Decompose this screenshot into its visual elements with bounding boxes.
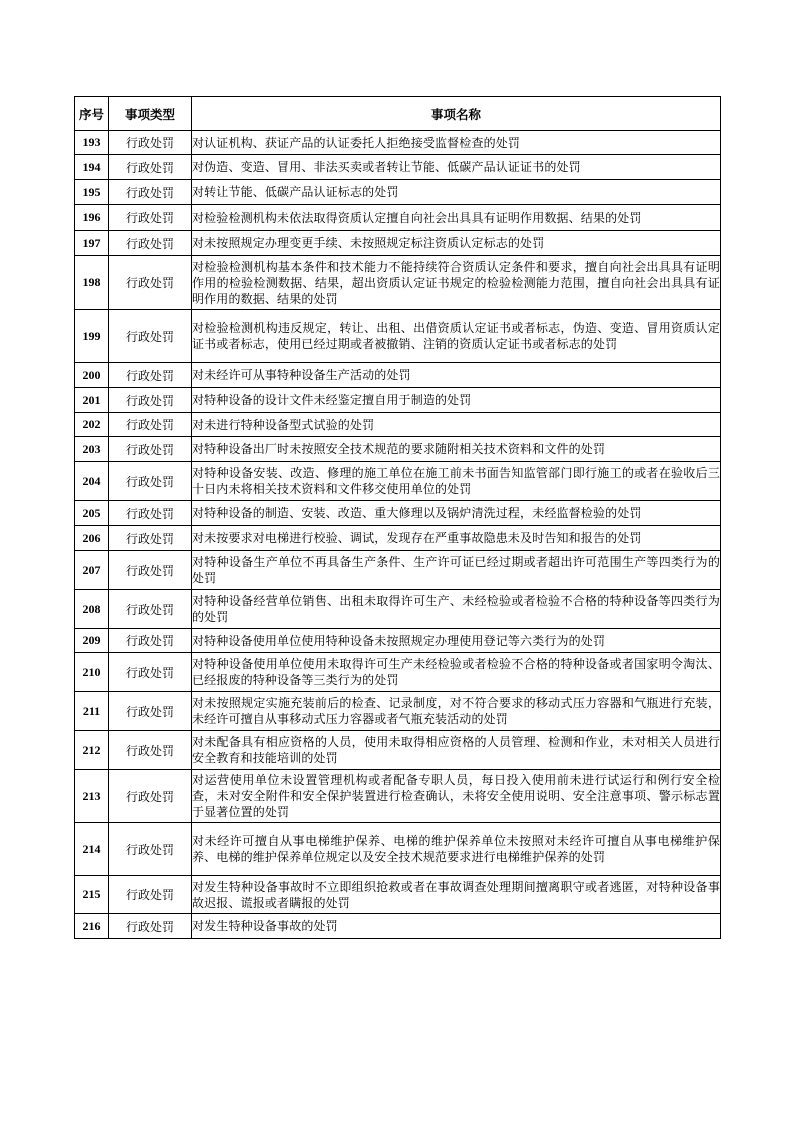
matter-name [192,155,721,180]
matter-name-text: 对检验检测机构违反规定，转让、出租、出借资质认定证书或者标志，伪造、变造、冒用资质认定证书或者标志，使用已经过期或者被撤销、注销的资质认定证书或者标志的处罚 [192,321,720,351]
table-row [75,526,721,551]
table-row [75,205,721,231]
matter-type-text: 行政处罚 [125,160,174,175]
matter-type-text: 行政处罚 [125,704,174,719]
row-number: 215 [75,876,109,914]
matter-name-text: 对认证机构、获证产品的认证委托人拒绝接受监督检查的处罚 [192,135,521,150]
matter-name-text: 对伪造、变造、冒用、非法买卖或者转让节能、低碳产品认证证书的处罚 [192,160,581,174]
matter-type-text: 行政处罚 [125,329,174,344]
table-row [75,413,721,437]
matter-type-text: 行政处罚 [125,211,174,225]
row-number: 196 [75,205,109,231]
matter-type [109,876,192,914]
row-number: 193 [75,131,109,155]
matter-name [192,501,721,526]
table-row [75,256,721,310]
matter-type [109,501,192,526]
matter-type [109,388,192,413]
matter-type-text: 行政处罚 [125,474,174,489]
matter-name [192,692,721,731]
matter-name [192,310,721,363]
matter-type [109,526,192,551]
matter-name-text: 对未按照规定办理变更手续、未按照规定标注资质认定标志的处罚 [192,236,545,250]
matter-type [109,131,192,155]
matter-type [109,256,192,310]
row-number: 207 [75,551,109,590]
matter-name-text: 对发生特种设备事故时不立即组织抢救或者在事故调查处理期间擅离职守或者逃匿，对特种设备事故迟报、谎报或者瞒报的处罚 [192,879,720,910]
matter-name-text: 对未配备具有相应资格的人员，使用未取得相应资格的人员管理、检测和作业，未对相关人员进行安全教育和技能培训的处罚 [192,735,720,765]
matter-type-text: 行政处罚 [125,506,174,521]
row-number: 203 [75,437,109,462]
matter-name-text: 对未经许可从事特种设备生产活动的处罚 [192,368,411,382]
row-number: 216 [75,914,109,939]
matter-type [109,180,192,205]
table-row [75,823,721,876]
matter-type-text: 行政处罚 [125,789,174,804]
table-row [75,437,721,462]
matter-type-text: 行政处罚 [125,665,174,680]
matter-type [109,363,192,388]
matter-type-text: 行政处罚 [125,743,174,758]
matter-type [109,770,192,823]
matter-name [192,731,721,770]
table-row [75,770,721,823]
matter-name-text: 对检验检测机构基本条件和技术能力不能持续符合资质认定条件和要求，擅自向社会出具具有证明作用的检验检测数据、结果，超出资质认定证书规定的检验检测能力范围，擅自向社会出具具有证明作用的数据、结果的处罚 [192,259,720,306]
matter-name [192,131,721,155]
matter-name [192,770,721,823]
row-number: 212 [75,731,109,770]
matter-name [192,180,721,205]
table-header-row [75,97,721,131]
matter-name-text: 对转让节能、低碳产品认证标志的处罚 [192,185,399,199]
matter-type-text: 行政处罚 [125,634,174,648]
matter-type-text: 行政处罚 [125,136,174,150]
row-number: 208 [75,590,109,629]
row-number: 201 [75,388,109,413]
matter-type-text: 行政处罚 [125,368,174,383]
matter-type-text: 行政处罚 [125,563,174,578]
row-number: 211 [75,692,109,731]
matter-name-text: 对发生特种设备事故的处罚 [192,919,338,933]
table-row [75,653,721,692]
row-number: 214 [75,823,109,876]
matter-type [109,155,192,180]
header-name: 事项名称 [192,97,721,131]
row-number: 200 [75,363,109,388]
matter-name [192,462,721,501]
matter-type-text: 行政处罚 [125,185,174,200]
matter-type-text: 行政处罚 [125,442,174,457]
table-body [75,131,721,939]
matter-type [109,653,192,692]
table-row [75,551,721,590]
row-number: 197 [75,231,109,256]
table-row [75,914,721,939]
table-row [75,462,721,501]
matter-name [192,914,721,939]
matter-type-text: 行政处罚 [125,919,174,934]
table-row [75,310,721,363]
matter-type [109,551,192,590]
matter-name [192,256,721,310]
matter-name-text: 对特种设备的制造、安装、改造、重大修理以及锅炉清洗过程，未经监督检验的处罚 [192,506,642,520]
matter-type-text: 行政处罚 [125,602,174,617]
matter-type [109,462,192,501]
table-row [75,590,721,629]
matter-name [192,653,721,692]
matter-name [192,231,721,256]
row-number: 205 [75,501,109,526]
matter-name-text: 对未经许可擅自从事电梯维护保养、电梯的维护保养单位未按照对未经许可擅自从事电梯维护保养、电梯的维护保养单位规定以及安全技术规范要求进行电梯维护保养的处罚 [192,834,720,864]
table-row [75,731,721,770]
matter-name-text: 对未按照规定实施充装前后的检查、记录制度，对不符合要求的移动式压力容器和气瓶进行充装，未经许可擅自从事移动式压力容器或者气瓶充装活动的处罚 [192,696,720,726]
matter-name [192,551,721,590]
row-number: 195 [75,180,109,205]
matter-name-text: 对特种设备经营单位销售、出租未取得许可生产、未经检验或者检验不合格的特种设备等四类行为的处罚 [192,594,720,624]
matter-name [192,823,721,876]
matter-name-text: 对未按要求对电梯进行校验、调试，发现存在严重事故隐患未及时告知和报告的处罚 [192,531,642,545]
table-row [75,388,721,413]
row-number: 198 [75,256,109,310]
matter-name [192,437,721,462]
matter-type [109,310,192,363]
matter-type [109,823,192,876]
matter-name-text: 对运营使用单位未设置管理机构或者配备专职人员，每日投入使用前未进行试运行和例行安全检查，未对安全附件和安全保护装置进行检查确认，未将安全使用说明、安全注意事项、警示标志置于显著位置的处罚 [192,773,720,819]
matter-type [109,629,192,653]
matter-type [109,437,192,462]
matter-name [192,876,721,914]
matter-name-text: 对特种设备安装、改造、修理的施工单位在施工前未书面告知监管部门即行施工的或者在验收后三十日内未将相关技术资料和文件移交使用单位的处罚 [192,466,720,496]
matter-type-text: 行政处罚 [125,531,174,546]
table-row [75,501,721,526]
matter-type [109,914,192,939]
matter-name-text: 对特种设备的设计文件未经鉴定擅自用于制造的处罚 [192,393,472,407]
matter-type-text: 行政处罚 [125,888,174,902]
matter-type-text: 行政处罚 [125,842,174,857]
matter-name [192,388,721,413]
row-number: 194 [75,155,109,180]
matter-type [109,413,192,437]
matter-name [192,413,721,437]
row-number: 209 [75,629,109,653]
matter-name [192,526,721,551]
matter-type-text: 行政处罚 [125,276,174,290]
header-type: 事项类型 [109,97,192,131]
matter-name-text: 对特种设备生产单位不再具备生产条件、生产许可证已经过期或者超出许可范围生产等四类行为的处罚 [192,555,720,585]
table-row [75,363,721,388]
matter-type [109,590,192,629]
matter-type [109,692,192,731]
table-row [75,155,721,180]
table-row [75,629,721,653]
row-number: 199 [75,310,109,363]
table-row [75,692,721,731]
matter-type [109,731,192,770]
row-number: 213 [75,770,109,823]
row-number: 206 [75,526,109,551]
matter-name-text: 对未进行特种设备型式试验的处罚 [192,417,375,432]
matters-table [74,96,721,939]
table-row [75,180,721,205]
matter-name [192,363,721,388]
matter-type-text: 行政处罚 [125,236,174,251]
row-number: 202 [75,413,109,437]
matter-name-text: 对特种设备使用单位使用特种设备未按照规定办理使用登记等六类行为的处罚 [192,633,606,648]
matter-name [192,629,721,653]
matter-name-text: 对检验检测机构未依法取得资质认定擅自向社会出具具有证明作用数据、结果的处罚 [192,210,642,225]
matter-type-text: 行政处罚 [125,393,174,408]
row-number: 210 [75,653,109,692]
matter-name-text: 对特种设备使用单位使用未取得许可生产未经检验或者检验不合格的特种设备或者国家明令淘汰、已经报废的特种设备等三类行为的处罚 [192,657,720,687]
matter-type [109,231,192,256]
table-row [75,131,721,155]
table-row [75,876,721,914]
matter-type-text: 行政处罚 [125,418,174,432]
matter-type [109,205,192,231]
table-row [75,231,721,256]
matter-name [192,590,721,629]
header-num: 序号 [75,97,109,131]
matter-name-text: 对特种设备出厂时未按照安全技术规范的要求随附相关技术资料和文件的处罚 [192,442,606,456]
row-number: 204 [75,462,109,501]
matter-name [192,205,721,231]
